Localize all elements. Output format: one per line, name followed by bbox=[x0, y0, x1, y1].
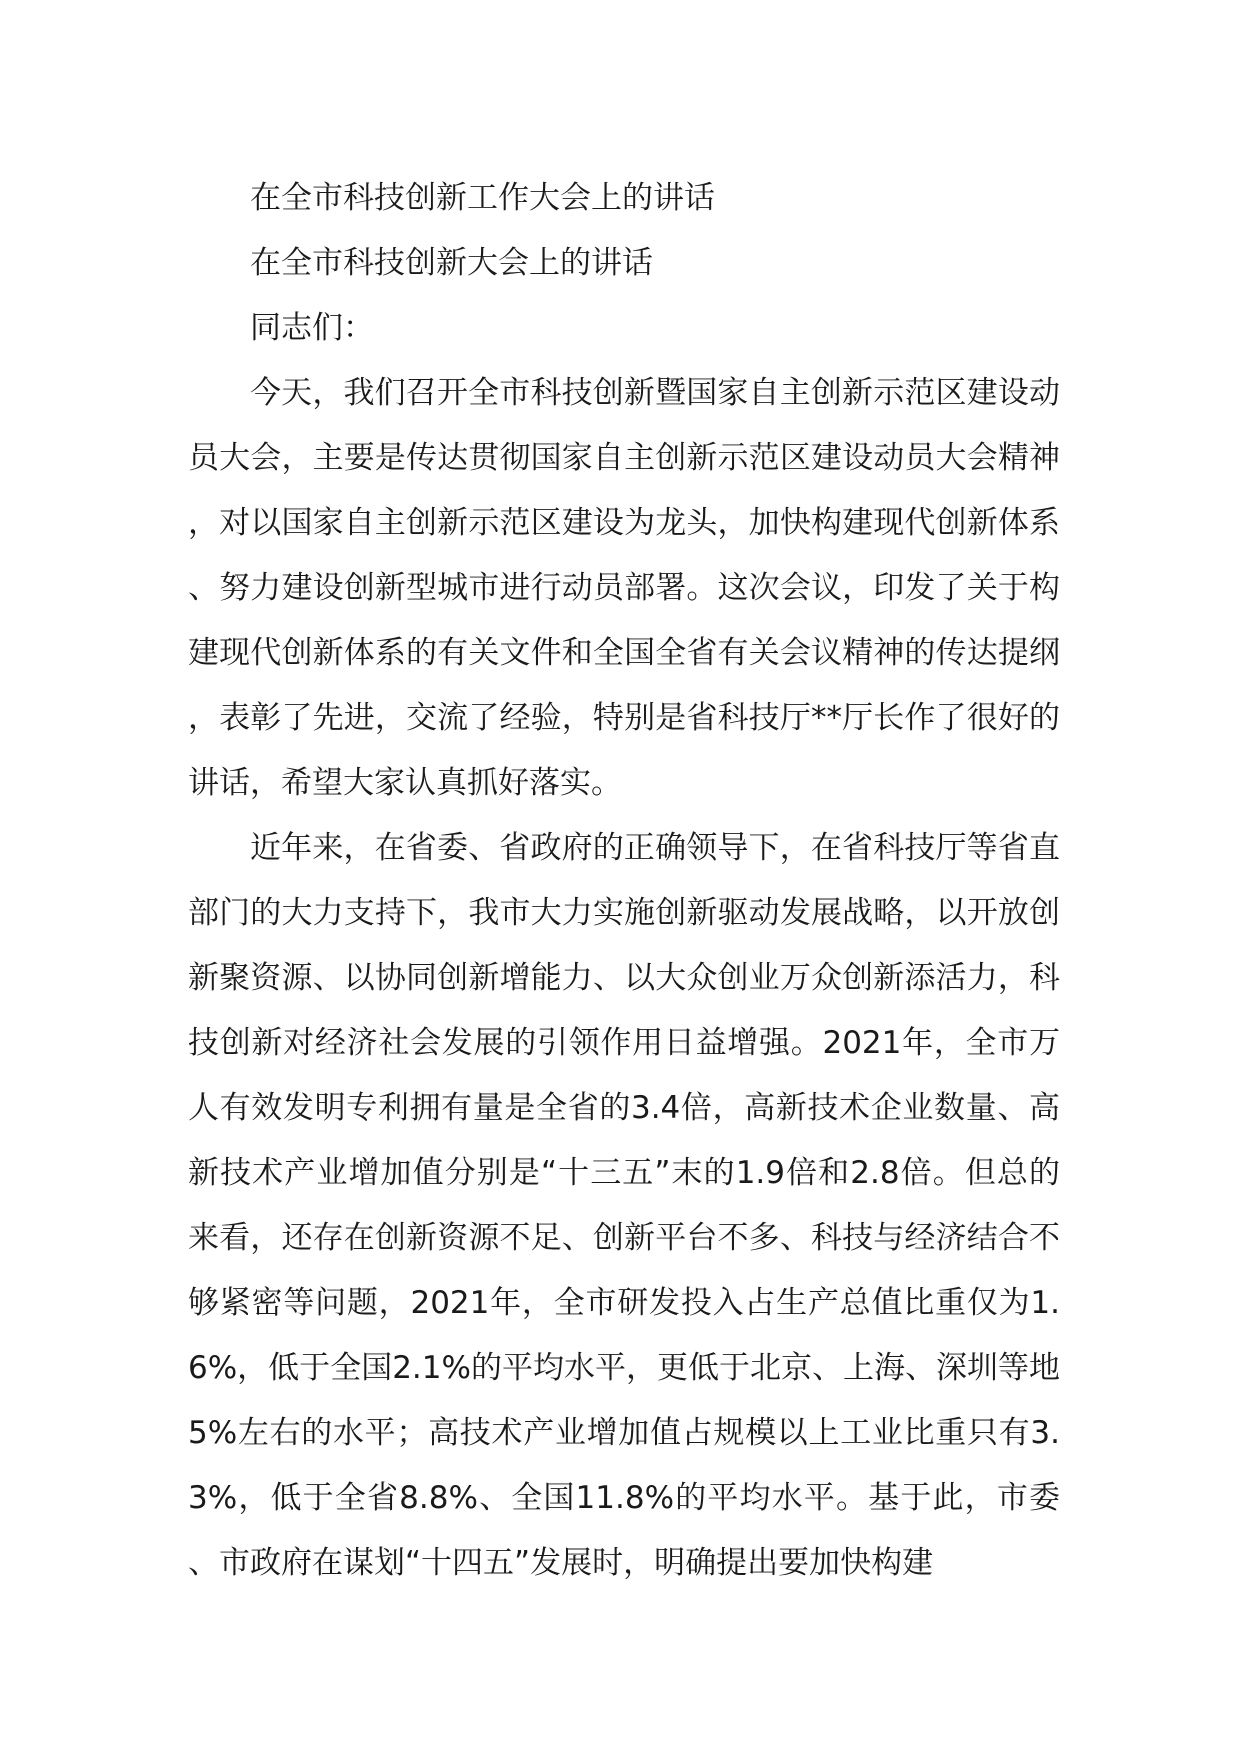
document-subtitle: 在全市科技创新大会上的讲话 bbox=[250, 245, 653, 281]
salutation: 同志们： bbox=[250, 310, 374, 346]
document-body bbox=[188, 166, 1060, 1596]
body-paragraph: 今天，我们召开全市科技创新暨国家自主创新示范区建设动员大会，主要是传达贯彻国家自主创新示范区建设动员大会精神，对以国家自主创新示范区建设为龙头，加快构建现代创新体系、努力建设创新型城市进行动员部署。这次会议，印发了关于构建现代创新体系的有关文件和全国全省有关会议精神的传达提纲，表彰了先进，交流了经验，特别是省科技厅**厅长作了很好的讲话，希望大家认真抓好落实。 bbox=[188, 375, 1060, 801]
document-title: 在全市科技创新工作大会上的讲话 bbox=[250, 180, 715, 216]
body-paragraph: 近年来，在省委、省政府的正确领导下，在省科技厅等省直部门的大力支持下，我市大力实施创新驱动发展战略，以开放创新聚资源、以协同创新增能力、以大众创业万众创新添活力，科技创新对经济社会发展的引领作用日益增强。2021年，全市万人有效发明专利拥有量是全省的3.4倍，高新技术企业数量、高新技术产业增加值分别是“十三五”末的1.9倍和2.8倍。但总的来看，还存在创新资源不足、创新平台不多、科技与经济结合不够紧密等问题，2021年，全市研发投入占生产总值比重仅为1.6%，低于全国2.1%的平均水平，更低于北京、上海、深圳等地5%左右的水平；高技术产业增加值占规模以上工业比重只有3.3%，低于全省8.8%、全国11.8%的平均水平。基于此，市委、市政府在谋划“十四五”发展时，明确提出要加快构建 bbox=[188, 830, 1060, 1581]
